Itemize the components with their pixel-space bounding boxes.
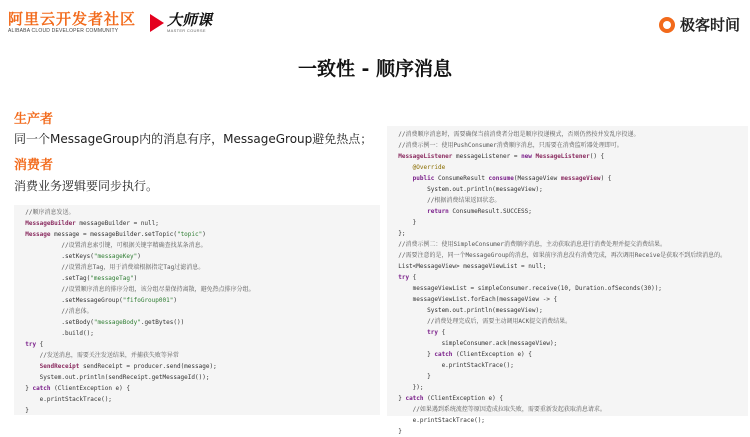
master-course-logo [150, 12, 212, 33]
code-token: "messageBody" [93, 319, 141, 326]
header-brand-left [8, 10, 212, 35]
code-token: messageListener = [452, 153, 522, 160]
code-token: //需要注意的是，同一个MessageGroup的消息，如果前序消息没有消费完成，再次调用Receive是获取不到后续消息的。 [391, 252, 727, 259]
code-line [391, 415, 744, 426]
code-line [18, 339, 376, 350]
code-token: { [409, 274, 417, 281]
code-token: catch [32, 385, 51, 392]
code-token: SendReceipt [18, 363, 80, 370]
code-token: e.printStackTrace(); [391, 362, 514, 369]
code-token: System.out.println(sendReceipt.getMessageId()); [18, 374, 210, 381]
code-token: ) [133, 275, 138, 282]
code-line [391, 393, 744, 404]
code-token: ) [173, 297, 177, 304]
code-line [18, 273, 376, 284]
code-token: } [391, 219, 417, 226]
code-token: ) [137, 253, 141, 260]
code-token: messageBuilder = null; [75, 220, 159, 227]
aliyun-logo [8, 10, 136, 35]
code-line [391, 305, 744, 316]
code-line [391, 349, 744, 360]
master-course-title: 大师课 [167, 11, 213, 29]
code-token: } [18, 385, 33, 392]
code-token: //如果遇到系统流控等原因造成拉取失败，需要重新发起获取消息请求。 [391, 406, 606, 413]
code-token: .setKeys( [18, 253, 94, 260]
code-token: } [391, 373, 431, 380]
code-token: }); [391, 384, 424, 391]
geektime-logo [659, 14, 740, 35]
code-token: MessageBuilder [18, 220, 76, 227]
code-line [391, 261, 744, 272]
code-line [391, 283, 744, 294]
code-line [18, 218, 376, 229]
code-token: "messageKey" [93, 253, 138, 260]
code-token: messageViewList.forEach(messageView -> { [391, 296, 558, 303]
code-token: messageView [560, 175, 601, 182]
code-line [391, 173, 744, 184]
code-token: (ClientException e) { [50, 385, 130, 392]
consumer-text: 消费业务逻辑要同步执行。 [14, 179, 159, 193]
code-line [391, 151, 744, 162]
code-token: //消息体。 [18, 308, 93, 315]
code-line [391, 239, 744, 250]
code-token: message = messageBuilder.setTopic( [50, 231, 177, 238]
code-line [391, 426, 744, 437]
code-line [391, 371, 744, 382]
code-line [391, 382, 744, 393]
code-line [18, 405, 376, 416]
code-token: //顺序消息发送。 [18, 209, 75, 216]
code-line [391, 140, 744, 151]
code-line [391, 360, 744, 371]
master-course-subtitle: MASTER COURSE [167, 28, 206, 33]
code-token: "fifoGroup001" [122, 297, 174, 304]
code-token: { [437, 329, 446, 336]
code-line [18, 295, 376, 306]
code-token: //设置消息Tag，用于消费端根据指定Tag过滤消息。 [18, 264, 205, 271]
code-line [18, 317, 376, 328]
code-line [18, 284, 376, 295]
code-token: new [521, 153, 532, 160]
code-line [18, 328, 376, 339]
code-line [18, 306, 376, 317]
code-token: List<MessageView> messageViewList = null; [391, 263, 547, 270]
code-line [391, 316, 744, 327]
code-token: MessageListener [531, 153, 590, 160]
geektime-title: 极客时间 [679, 16, 740, 34]
code-line [391, 228, 744, 239]
producer-section [14, 108, 53, 127]
code-line [18, 240, 376, 251]
producer-heading: 生产者 [14, 112, 54, 127]
code-token: sendReceipt = producer.send(message); [79, 363, 217, 370]
code-token: } [18, 407, 29, 414]
code-token: @Override [391, 164, 446, 171]
code-token: //消费示例二：使用SimpleConsumer消费顺序消息，主动获取消息进行消费处理并提交消费结果。 [391, 241, 667, 248]
code-token: //消费示例一：使用PushConsumer消费顺序消息，只需要在消费监听器处理即可。 [391, 142, 623, 149]
code-token: //设置消息索引键，可根据关键字精确查找某条消息。 [18, 242, 207, 249]
code-token: }; [391, 230, 406, 237]
code-line [18, 350, 376, 361]
code-token: simpleConsumer.ack(messageView); [391, 340, 558, 347]
aliyun-logo-subtitle: ALIBABA CLOUD DEVELOPER COMMUNITY [8, 28, 119, 34]
code-line [391, 404, 744, 415]
code-token: //发送消息，需要关注发送结果，并捕获失败等异常 [18, 352, 179, 359]
code-token: Message [18, 231, 51, 238]
code-token: public [391, 175, 435, 182]
master-course-icon [150, 14, 164, 32]
code-line [391, 250, 744, 261]
code-token: ) { [600, 175, 612, 182]
code-token: ConsumeResult [434, 175, 489, 182]
code-token: ConsumeResult.SUCCESS; [448, 208, 532, 215]
code-line [18, 361, 376, 372]
code-line [18, 372, 376, 383]
code-line [391, 327, 744, 338]
code-token: ) [202, 231, 206, 238]
code-token: (ClientException e) { [452, 351, 532, 358]
consumer-text-block [14, 177, 158, 194]
code-token: } [391, 428, 402, 435]
code-token: consume [488, 175, 514, 182]
code-token: .setTag( [18, 275, 91, 282]
code-line [18, 394, 376, 405]
aliyun-logo-title: 阿里云开发者社区 [8, 10, 137, 28]
code-line [391, 294, 744, 305]
code-token: () { [589, 153, 605, 160]
slide-title: 一致性 - 顺序消息 [297, 58, 453, 80]
code-token: .build(); [18, 330, 94, 337]
code-line [391, 129, 744, 140]
code-token: "messageTag" [90, 275, 134, 282]
code-token: try [391, 329, 438, 336]
code-token: { [36, 341, 44, 348]
producer-code-block [14, 205, 380, 415]
code-line [18, 207, 376, 218]
code-token: //设置顺序消息的排序分组，该分组尽量保持离散，避免热点排序分组。 [18, 286, 255, 293]
code-token: catch [434, 351, 453, 358]
producer-text-block [14, 130, 372, 147]
code-token: MessageListener [391, 153, 453, 160]
geektime-icon [659, 17, 675, 33]
code-token: } [391, 351, 435, 358]
code-token: return [391, 208, 449, 215]
code-token: } [391, 395, 406, 402]
code-token: //消费处理完成后，需要主动调用ACK提交消费结果。 [391, 318, 572, 325]
consumer-heading: 消费者 [14, 158, 54, 173]
code-line [391, 184, 744, 195]
consumer-section [14, 154, 53, 173]
code-token: .getBytes()) [140, 319, 185, 326]
code-line [391, 195, 744, 206]
code-token: e.printStackTrace(); [18, 396, 112, 403]
code-token: .setMessageGroup( [18, 297, 123, 304]
code-token: "topic" [176, 231, 203, 238]
code-line [391, 162, 744, 173]
code-line [18, 229, 376, 240]
code-line [391, 338, 744, 349]
code-line [18, 383, 376, 394]
code-token: .setBody( [18, 319, 94, 326]
code-token: (ClientException e) { [423, 395, 503, 402]
code-line [391, 217, 744, 228]
code-token: e.printStackTrace(); [391, 417, 485, 424]
code-token: //消费顺序消息时，需要确保当前消费者分组是顺序投递模式，否则仍然按并发乱序投递。 [391, 131, 640, 138]
code-token: messageViewList = simpleConsumer.receive(10, Duration.ofSeconds(30)); [391, 285, 662, 292]
code-token: //根据消费结果返回状态。 [391, 197, 501, 204]
code-line [18, 251, 376, 262]
producer-text: 同一个MessageGroup内的消息有序，MessageGroup避免热点； [14, 132, 373, 146]
code-token: try [18, 341, 37, 348]
code-token: try [391, 274, 410, 281]
code-line [18, 262, 376, 273]
code-line [391, 272, 744, 283]
code-token: catch [405, 395, 424, 402]
code-line [391, 206, 744, 217]
code-token: System.out.println(messageView); [391, 307, 543, 314]
code-token: System.out.println(messageView); [391, 186, 543, 193]
consumer-code-block [387, 126, 748, 435]
code-token: (MessageView [513, 175, 561, 182]
